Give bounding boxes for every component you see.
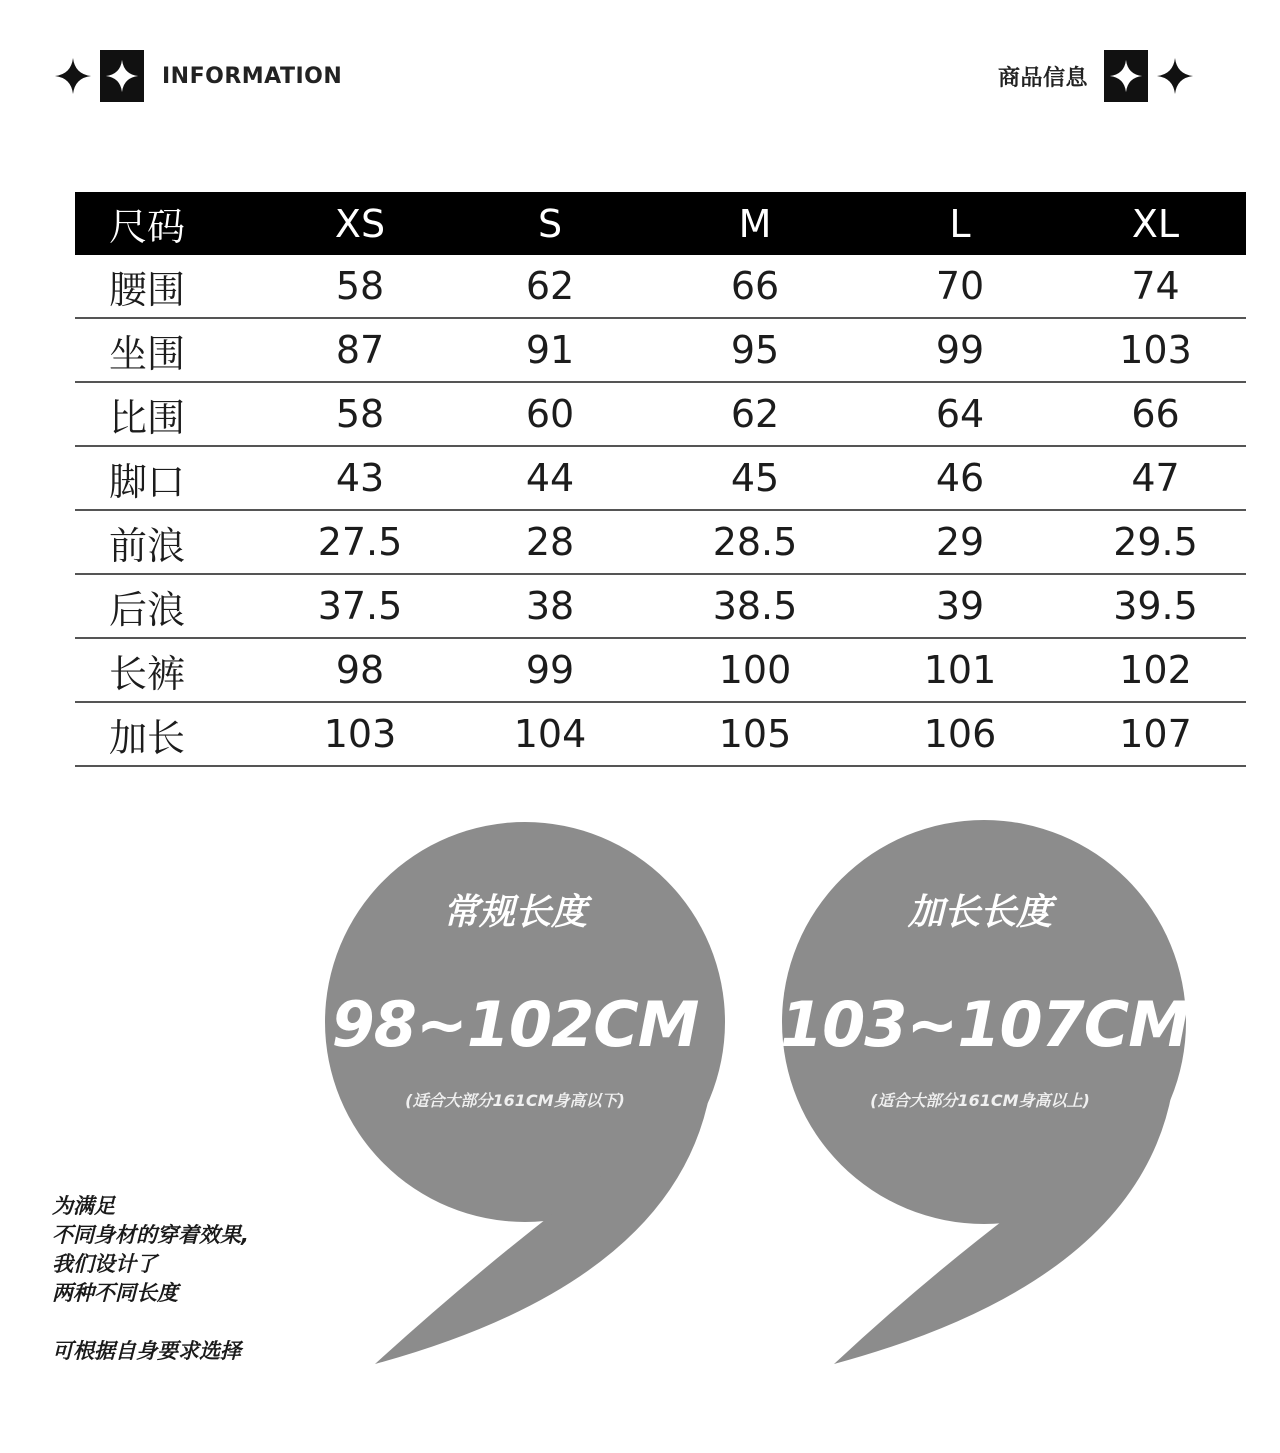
table-cell: 64	[855, 382, 1065, 446]
side-note	[52, 1192, 312, 1366]
sparkle-box-icon	[1104, 50, 1148, 102]
header-right	[998, 48, 1194, 104]
size-table	[75, 192, 1246, 767]
table-cell: 28	[445, 510, 655, 574]
row-label: 腰围	[75, 255, 275, 318]
table-cell: 87	[275, 318, 445, 382]
header-left	[54, 48, 342, 104]
table-cell: 58	[275, 255, 445, 318]
table-cell: 105	[655, 702, 855, 766]
sparkle-icon	[54, 57, 92, 95]
bubble-title: 加长长度	[907, 892, 1052, 933]
table-row	[75, 574, 1246, 638]
side-note-line: 不同身材的穿着效果,	[52, 1223, 249, 1247]
column-header: 尺码	[75, 192, 275, 255]
table-cell: 95	[655, 318, 855, 382]
table-row	[75, 255, 1246, 318]
table-cell: 60	[445, 382, 655, 446]
column-header: M	[655, 192, 855, 255]
regular-length-bubble	[315, 812, 745, 1372]
column-header: XL	[1065, 192, 1246, 255]
column-header: L	[855, 192, 1065, 255]
table-row	[75, 510, 1246, 574]
table-cell: 27.5	[275, 510, 445, 574]
table-cell: 91	[445, 318, 655, 382]
table-cell: 58	[275, 382, 445, 446]
table-cell: 104	[445, 702, 655, 766]
table-cell: 29	[855, 510, 1065, 574]
long-length-bubble	[772, 812, 1202, 1372]
row-label: 后浪	[75, 574, 275, 638]
table-cell: 66	[655, 255, 855, 318]
table-cell: 43	[275, 446, 445, 510]
table-cell: 106	[855, 702, 1065, 766]
table-cell: 44	[445, 446, 655, 510]
bubble-note: (适合大部分161CM身高以上)	[870, 1091, 1090, 1110]
table-cell: 28.5	[655, 510, 855, 574]
side-note-line: 两种不同长度	[52, 1281, 178, 1305]
bubble-note: (适合大部分161CM身高以下)	[405, 1091, 625, 1110]
table-cell: 101	[855, 638, 1065, 702]
table-cell: 70	[855, 255, 1065, 318]
table-cell: 99	[855, 318, 1065, 382]
side-note-line: 为满足	[52, 1194, 115, 1218]
table-row	[75, 446, 1246, 510]
row-label: 长裤	[75, 638, 275, 702]
table-cell: 103	[275, 702, 445, 766]
table-header-row	[75, 192, 1246, 255]
table-cell: 38	[445, 574, 655, 638]
column-header: S	[445, 192, 655, 255]
table-cell: 100	[655, 638, 855, 702]
table-cell: 62	[655, 382, 855, 446]
table-row	[75, 702, 1246, 766]
bubble-title: 常规长度	[442, 892, 587, 933]
table-cell: 39.5	[1065, 574, 1246, 638]
row-label: 比围	[75, 382, 275, 446]
table-row	[75, 318, 1246, 382]
table-cell: 46	[855, 446, 1065, 510]
table-cell: 66	[1065, 382, 1246, 446]
table-row	[75, 638, 1246, 702]
row-label: 加长	[75, 702, 275, 766]
row-label: 坐围	[75, 318, 275, 382]
table-cell: 102	[1065, 638, 1246, 702]
table-cell: 39	[855, 574, 1065, 638]
row-label: 前浪	[75, 510, 275, 574]
table-cell: 62	[445, 255, 655, 318]
side-note-line: 我们设计了	[52, 1252, 157, 1276]
table-cell: 45	[655, 446, 855, 510]
table-cell: 98	[275, 638, 445, 702]
table-cell: 37.5	[275, 574, 445, 638]
table-cell: 74	[1065, 255, 1246, 318]
table-cell: 99	[445, 638, 655, 702]
sparkle-icon	[1156, 57, 1194, 95]
table-cell: 47	[1065, 446, 1246, 510]
column-header: XS	[275, 192, 445, 255]
table-cell: 103	[1065, 318, 1246, 382]
side-note-closing: 可根据自身要求选择	[52, 1339, 241, 1363]
table-cell: 29.5	[1065, 510, 1246, 574]
bubble-range: 98~102CM	[331, 988, 699, 1061]
table-row	[75, 382, 1246, 446]
row-label: 脚口	[75, 446, 275, 510]
table-cell: 107	[1065, 702, 1246, 766]
sparkle-box-icon	[100, 50, 144, 102]
bubble-range: 103~107CM	[780, 988, 1189, 1061]
header-left-text: INFORMATION	[162, 63, 343, 89]
table-cell: 38.5	[655, 574, 855, 638]
header-right-text: 商品信息	[997, 65, 1088, 91]
